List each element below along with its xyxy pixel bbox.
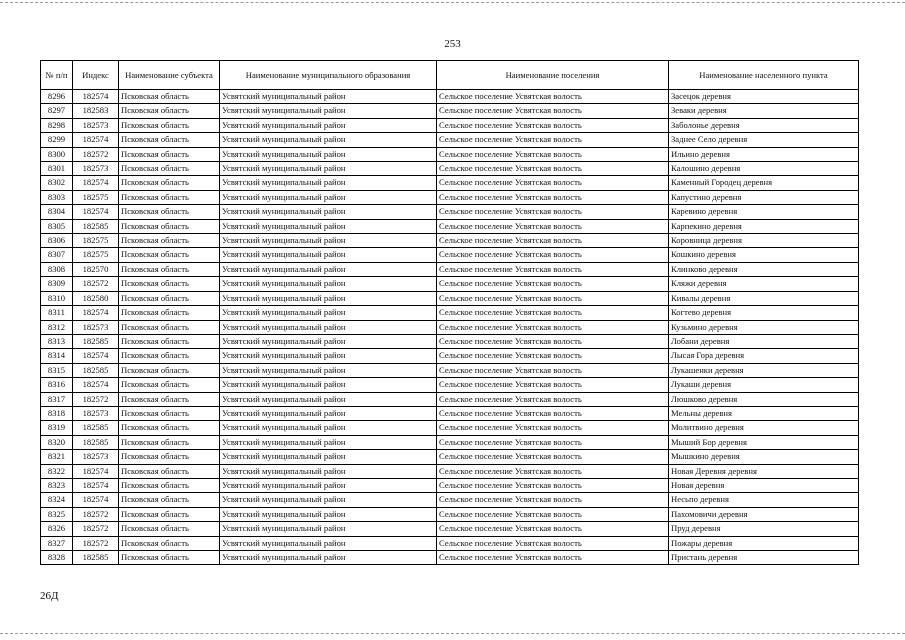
table-row bbox=[41, 435, 859, 449]
cell-settlement: Сельское поселение Усвятская волость bbox=[437, 277, 669, 291]
cell-municipality: Усвятский муниципальный район bbox=[220, 392, 437, 406]
cell-subject: Псковская область bbox=[119, 277, 220, 291]
cell-municipality: Усвятский муниципальный район bbox=[220, 219, 437, 233]
cell-locality: Ильино деревня bbox=[669, 147, 859, 161]
cell-locality: Каревино деревня bbox=[669, 205, 859, 219]
table-row bbox=[41, 349, 859, 363]
cell-locality: Новая деревня bbox=[669, 478, 859, 492]
cell-num: 8303 bbox=[41, 190, 73, 204]
cell-municipality: Усвятский муниципальный район bbox=[220, 291, 437, 305]
cell-num: 8299 bbox=[41, 133, 73, 147]
cell-municipality: Усвятский муниципальный район bbox=[220, 118, 437, 132]
cell-num: 8310 bbox=[41, 291, 73, 305]
scan-edge-bottom bbox=[0, 633, 905, 634]
cell-locality: Клинково деревня bbox=[669, 262, 859, 276]
table-row bbox=[41, 147, 859, 161]
cell-num: 8300 bbox=[41, 147, 73, 161]
cell-municipality: Усвятский муниципальный район bbox=[220, 205, 437, 219]
cell-index: 182573 bbox=[73, 450, 119, 464]
table-row bbox=[41, 478, 859, 492]
cell-municipality: Усвятский муниципальный район bbox=[220, 478, 437, 492]
cell-index: 182585 bbox=[73, 219, 119, 233]
cell-settlement: Сельское поселение Усвятская волость bbox=[437, 551, 669, 565]
cell-settlement: Сельское поселение Усвятская волость bbox=[437, 205, 669, 219]
header-index: Индекс bbox=[73, 61, 119, 90]
table-row bbox=[41, 378, 859, 392]
cell-settlement: Сельское поселение Усвятская волость bbox=[437, 392, 669, 406]
table-row bbox=[41, 536, 859, 550]
cell-num: 8307 bbox=[41, 248, 73, 262]
cell-settlement: Сельское поселение Усвятская волость bbox=[437, 363, 669, 377]
table-row bbox=[41, 133, 859, 147]
table-row bbox=[41, 162, 859, 176]
cell-settlement: Сельское поселение Усвятская волость bbox=[437, 306, 669, 320]
table-row bbox=[41, 464, 859, 478]
cell-settlement: Сельское поселение Усвятская волость bbox=[437, 234, 669, 248]
cell-index: 182570 bbox=[73, 262, 119, 276]
cell-subject: Псковская область bbox=[119, 104, 220, 118]
cell-num: 8321 bbox=[41, 450, 73, 464]
cell-index: 182574 bbox=[73, 90, 119, 104]
cell-subject: Псковская область bbox=[119, 90, 220, 104]
cell-settlement: Сельское поселение Усвятская волость bbox=[437, 262, 669, 276]
cell-num: 8302 bbox=[41, 176, 73, 190]
cell-locality: Кивалы деревня bbox=[669, 291, 859, 305]
cell-subject: Псковская область bbox=[119, 306, 220, 320]
cell-municipality: Усвятский муниципальный район bbox=[220, 378, 437, 392]
page-number: 253 bbox=[444, 38, 461, 50]
cell-settlement: Сельское поселение Усвятская волость bbox=[437, 291, 669, 305]
cell-municipality: Усвятский муниципальный район bbox=[220, 90, 437, 104]
cell-settlement: Сельское поселение Усвятская волость bbox=[437, 507, 669, 521]
table-row bbox=[41, 493, 859, 507]
table-body bbox=[41, 90, 859, 565]
cell-municipality: Усвятский муниципальный район bbox=[220, 334, 437, 348]
cell-num: 8324 bbox=[41, 493, 73, 507]
cell-locality: Коровница деревня bbox=[669, 234, 859, 248]
cell-index: 182573 bbox=[73, 406, 119, 420]
cell-num: 8328 bbox=[41, 551, 73, 565]
cell-municipality: Усвятский муниципальный район bbox=[220, 262, 437, 276]
cell-municipality: Усвятский муниципальный район bbox=[220, 349, 437, 363]
cell-num: 8318 bbox=[41, 406, 73, 420]
cell-settlement: Сельское поселение Усвятская волость bbox=[437, 133, 669, 147]
cell-locality: Новая Деревня деревня bbox=[669, 464, 859, 478]
cell-index: 182575 bbox=[73, 234, 119, 248]
cell-subject: Псковская область bbox=[119, 536, 220, 550]
table-row bbox=[41, 248, 859, 262]
table-row bbox=[41, 507, 859, 521]
cell-subject: Псковская область bbox=[119, 334, 220, 348]
table-row bbox=[41, 176, 859, 190]
cell-num: 8313 bbox=[41, 334, 73, 348]
cell-num: 8327 bbox=[41, 536, 73, 550]
cell-num: 8309 bbox=[41, 277, 73, 291]
cell-settlement: Сельское поселение Усвятская волость bbox=[437, 162, 669, 176]
cell-municipality: Усвятский муниципальный район bbox=[220, 277, 437, 291]
table-row bbox=[41, 334, 859, 348]
cell-locality: Мышкино деревня bbox=[669, 450, 859, 464]
cell-locality: Несьпо деревня bbox=[669, 493, 859, 507]
cell-subject: Псковская область bbox=[119, 551, 220, 565]
cell-locality: Лобани деревня bbox=[669, 334, 859, 348]
cell-locality: Калошино деревня bbox=[669, 162, 859, 176]
table-row bbox=[41, 90, 859, 104]
cell-num: 8323 bbox=[41, 478, 73, 492]
cell-locality: Заднее Село деревня bbox=[669, 133, 859, 147]
cell-settlement: Сельское поселение Усвятская волость bbox=[437, 536, 669, 550]
cell-subject: Псковская область bbox=[119, 291, 220, 305]
cell-subject: Псковская область bbox=[119, 363, 220, 377]
table-row bbox=[41, 234, 859, 248]
table-row bbox=[41, 392, 859, 406]
cell-settlement: Сельское поселение Усвятская волость bbox=[437, 176, 669, 190]
cell-municipality: Усвятский муниципальный район bbox=[220, 450, 437, 464]
cell-municipality: Усвятский муниципальный район bbox=[220, 551, 437, 565]
cell-locality: Когтево деревня bbox=[669, 306, 859, 320]
cell-num: 8322 bbox=[41, 464, 73, 478]
cell-num: 8311 bbox=[41, 306, 73, 320]
cell-index: 182572 bbox=[73, 147, 119, 161]
table-row bbox=[41, 551, 859, 565]
table-row bbox=[41, 190, 859, 204]
cell-num: 8312 bbox=[41, 320, 73, 334]
cell-num: 8317 bbox=[41, 392, 73, 406]
cell-num: 8297 bbox=[41, 104, 73, 118]
cell-locality: Мельны деревня bbox=[669, 406, 859, 420]
table-row bbox=[41, 406, 859, 420]
cell-settlement: Сельское поселение Усвятская волость bbox=[437, 478, 669, 492]
cell-num: 8301 bbox=[41, 162, 73, 176]
cell-settlement: Сельское поселение Усвятская волость bbox=[437, 522, 669, 536]
cell-settlement: Сельское поселение Усвятская волость bbox=[437, 320, 669, 334]
cell-settlement: Сельское поселение Усвятская волость bbox=[437, 435, 669, 449]
cell-locality: Пристань деревня bbox=[669, 551, 859, 565]
cell-subject: Псковская область bbox=[119, 248, 220, 262]
cell-index: 182572 bbox=[73, 277, 119, 291]
cell-index: 182573 bbox=[73, 118, 119, 132]
cell-subject: Псковская область bbox=[119, 133, 220, 147]
cell-subject: Псковская область bbox=[119, 478, 220, 492]
cell-num: 8326 bbox=[41, 522, 73, 536]
table-row bbox=[41, 104, 859, 118]
table-row bbox=[41, 363, 859, 377]
cell-locality: Пруд деревня bbox=[669, 522, 859, 536]
cell-locality: Карпекино деревня bbox=[669, 219, 859, 233]
cell-index: 182585 bbox=[73, 363, 119, 377]
cell-locality: Каменный Городец деревня bbox=[669, 176, 859, 190]
cell-municipality: Усвятский муниципальный район bbox=[220, 522, 437, 536]
cell-locality: Пожары деревня bbox=[669, 536, 859, 550]
cell-settlement: Сельское поселение Усвятская волость bbox=[437, 104, 669, 118]
table-row bbox=[41, 277, 859, 291]
cell-num: 8298 bbox=[41, 118, 73, 132]
cell-index: 182574 bbox=[73, 378, 119, 392]
cell-locality: Кузьмино деревня bbox=[669, 320, 859, 334]
cell-index: 182575 bbox=[73, 248, 119, 262]
cell-settlement: Сельское поселение Усвятская волость bbox=[437, 493, 669, 507]
table-row bbox=[41, 450, 859, 464]
cell-index: 182572 bbox=[73, 507, 119, 521]
cell-subject: Псковская область bbox=[119, 392, 220, 406]
cell-municipality: Усвятский муниципальный район bbox=[220, 176, 437, 190]
cell-settlement: Сельское поселение Усвятская волость bbox=[437, 378, 669, 392]
cell-subject: Псковская область bbox=[119, 406, 220, 420]
header-num: № п/п bbox=[41, 61, 73, 90]
cell-index: 182573 bbox=[73, 320, 119, 334]
cell-num: 8296 bbox=[41, 90, 73, 104]
cell-locality: Лукаши деревня bbox=[669, 378, 859, 392]
cell-subject: Псковская область bbox=[119, 205, 220, 219]
cell-num: 8304 bbox=[41, 205, 73, 219]
cell-num: 8319 bbox=[41, 421, 73, 435]
cell-index: 182585 bbox=[73, 551, 119, 565]
cell-subject: Псковская область bbox=[119, 421, 220, 435]
table-row bbox=[41, 205, 859, 219]
cell-settlement: Сельское поселение Усвятская волость bbox=[437, 349, 669, 363]
cell-subject: Псковская область bbox=[119, 464, 220, 478]
cell-index: 182572 bbox=[73, 522, 119, 536]
cell-index: 182583 bbox=[73, 104, 119, 118]
cell-locality: Мыший Бор деревня bbox=[669, 435, 859, 449]
cell-locality: Люшково деревня bbox=[669, 392, 859, 406]
cell-settlement: Сельское поселение Усвятская волость bbox=[437, 450, 669, 464]
cell-subject: Псковская область bbox=[119, 262, 220, 276]
cell-index: 182574 bbox=[73, 133, 119, 147]
cell-municipality: Усвятский муниципальный район bbox=[220, 320, 437, 334]
cell-locality: Зеваки деревня bbox=[669, 104, 859, 118]
cell-municipality: Усвятский муниципальный район bbox=[220, 133, 437, 147]
table-row bbox=[41, 522, 859, 536]
table-row bbox=[41, 262, 859, 276]
cell-locality: Молитвино деревня bbox=[669, 421, 859, 435]
locality-registry-table bbox=[40, 60, 859, 565]
cell-municipality: Усвятский муниципальный район bbox=[220, 104, 437, 118]
cell-index: 182572 bbox=[73, 536, 119, 550]
cell-municipality: Усвятский муниципальный район bbox=[220, 306, 437, 320]
cell-settlement: Сельское поселение Усвятская волость bbox=[437, 118, 669, 132]
cell-settlement: Сельское поселение Усвятская волость bbox=[437, 90, 669, 104]
cell-index: 182585 bbox=[73, 421, 119, 435]
cell-index: 182575 bbox=[73, 190, 119, 204]
header-row bbox=[41, 61, 859, 90]
header-municipality: Наименование муниципального образования bbox=[220, 61, 437, 90]
cell-municipality: Усвятский муниципальный район bbox=[220, 406, 437, 420]
cell-locality: Капустино деревня bbox=[669, 190, 859, 204]
table-row bbox=[41, 118, 859, 132]
cell-municipality: Усвятский муниципальный район bbox=[220, 363, 437, 377]
cell-municipality: Усвятский муниципальный район bbox=[220, 435, 437, 449]
cell-index: 182574 bbox=[73, 205, 119, 219]
cell-municipality: Усвятский муниципальный район bbox=[220, 248, 437, 262]
cell-subject: Псковская область bbox=[119, 176, 220, 190]
cell-index: 182574 bbox=[73, 493, 119, 507]
cell-settlement: Сельское поселение Усвятская волость bbox=[437, 219, 669, 233]
cell-locality: Пахомовичи деревня bbox=[669, 507, 859, 521]
cell-subject: Псковская область bbox=[119, 507, 220, 521]
cell-subject: Псковская область bbox=[119, 219, 220, 233]
cell-num: 8315 bbox=[41, 363, 73, 377]
cell-subject: Псковская область bbox=[119, 320, 220, 334]
cell-num: 8308 bbox=[41, 262, 73, 276]
cell-municipality: Усвятский муниципальный район bbox=[220, 162, 437, 176]
scan-edge-top bbox=[0, 2, 905, 3]
cell-num: 8305 bbox=[41, 219, 73, 233]
cell-index: 182572 bbox=[73, 392, 119, 406]
cell-index: 182585 bbox=[73, 435, 119, 449]
cell-municipality: Усвятский муниципальный район bbox=[220, 147, 437, 161]
table-row bbox=[41, 320, 859, 334]
cell-settlement: Сельское поселение Усвятская волость bbox=[437, 334, 669, 348]
cell-subject: Псковская область bbox=[119, 349, 220, 363]
cell-locality: Кошкино деревня bbox=[669, 248, 859, 262]
cell-subject: Псковская область bbox=[119, 118, 220, 132]
cell-num: 8325 bbox=[41, 507, 73, 521]
cell-locality: Кляжи деревня bbox=[669, 277, 859, 291]
cell-locality: Лукашенки деревня bbox=[669, 363, 859, 377]
cell-index: 182574 bbox=[73, 176, 119, 190]
cell-num: 8306 bbox=[41, 234, 73, 248]
table-row bbox=[41, 291, 859, 305]
cell-index: 182580 bbox=[73, 291, 119, 305]
cell-subject: Псковская область bbox=[119, 522, 220, 536]
table-row bbox=[41, 219, 859, 233]
header-subject: Наименование субъекта bbox=[119, 61, 220, 90]
cell-municipality: Усвятский муниципальный район bbox=[220, 507, 437, 521]
table-row bbox=[41, 421, 859, 435]
cell-municipality: Усвятский муниципальный район bbox=[220, 493, 437, 507]
cell-index: 182574 bbox=[73, 349, 119, 363]
cell-num: 8316 bbox=[41, 378, 73, 392]
cell-index: 182574 bbox=[73, 464, 119, 478]
footer-code: 26Д bbox=[40, 590, 59, 602]
cell-index: 182585 bbox=[73, 334, 119, 348]
cell-index: 182574 bbox=[73, 306, 119, 320]
header-settlement: Наименование поселения bbox=[437, 61, 669, 90]
cell-settlement: Сельское поселение Усвятская волость bbox=[437, 248, 669, 262]
cell-subject: Псковская область bbox=[119, 190, 220, 204]
header-locality: Наименование населенного пункта bbox=[669, 61, 859, 90]
cell-subject: Псковская область bbox=[119, 147, 220, 161]
cell-municipality: Усвятский муниципальный район bbox=[220, 421, 437, 435]
cell-num: 8314 bbox=[41, 349, 73, 363]
cell-municipality: Усвятский муниципальный район bbox=[220, 234, 437, 248]
cell-municipality: Усвятский муниципальный район bbox=[220, 464, 437, 478]
cell-index: 182573 bbox=[73, 162, 119, 176]
cell-subject: Псковская область bbox=[119, 162, 220, 176]
cell-subject: Псковская область bbox=[119, 234, 220, 248]
cell-locality: Лысая Гора деревня bbox=[669, 349, 859, 363]
cell-settlement: Сельское поселение Усвятская волость bbox=[437, 421, 669, 435]
cell-subject: Псковская область bbox=[119, 450, 220, 464]
cell-settlement: Сельское поселение Усвятская волость bbox=[437, 406, 669, 420]
cell-subject: Псковская область bbox=[119, 493, 220, 507]
cell-index: 182574 bbox=[73, 478, 119, 492]
cell-locality: Заболонье деревня bbox=[669, 118, 859, 132]
cell-municipality: Усвятский муниципальный район bbox=[220, 536, 437, 550]
cell-settlement: Сельское поселение Усвятская волость bbox=[437, 464, 669, 478]
cell-municipality: Усвятский муниципальный район bbox=[220, 190, 437, 204]
table-header bbox=[41, 61, 859, 90]
cell-subject: Псковская область bbox=[119, 378, 220, 392]
cell-settlement: Сельское поселение Усвятская волость bbox=[437, 147, 669, 161]
cell-num: 8320 bbox=[41, 435, 73, 449]
cell-locality: Засецок деревня bbox=[669, 90, 859, 104]
cell-settlement: Сельское поселение Усвятская волость bbox=[437, 190, 669, 204]
table-row bbox=[41, 306, 859, 320]
cell-subject: Псковская область bbox=[119, 435, 220, 449]
